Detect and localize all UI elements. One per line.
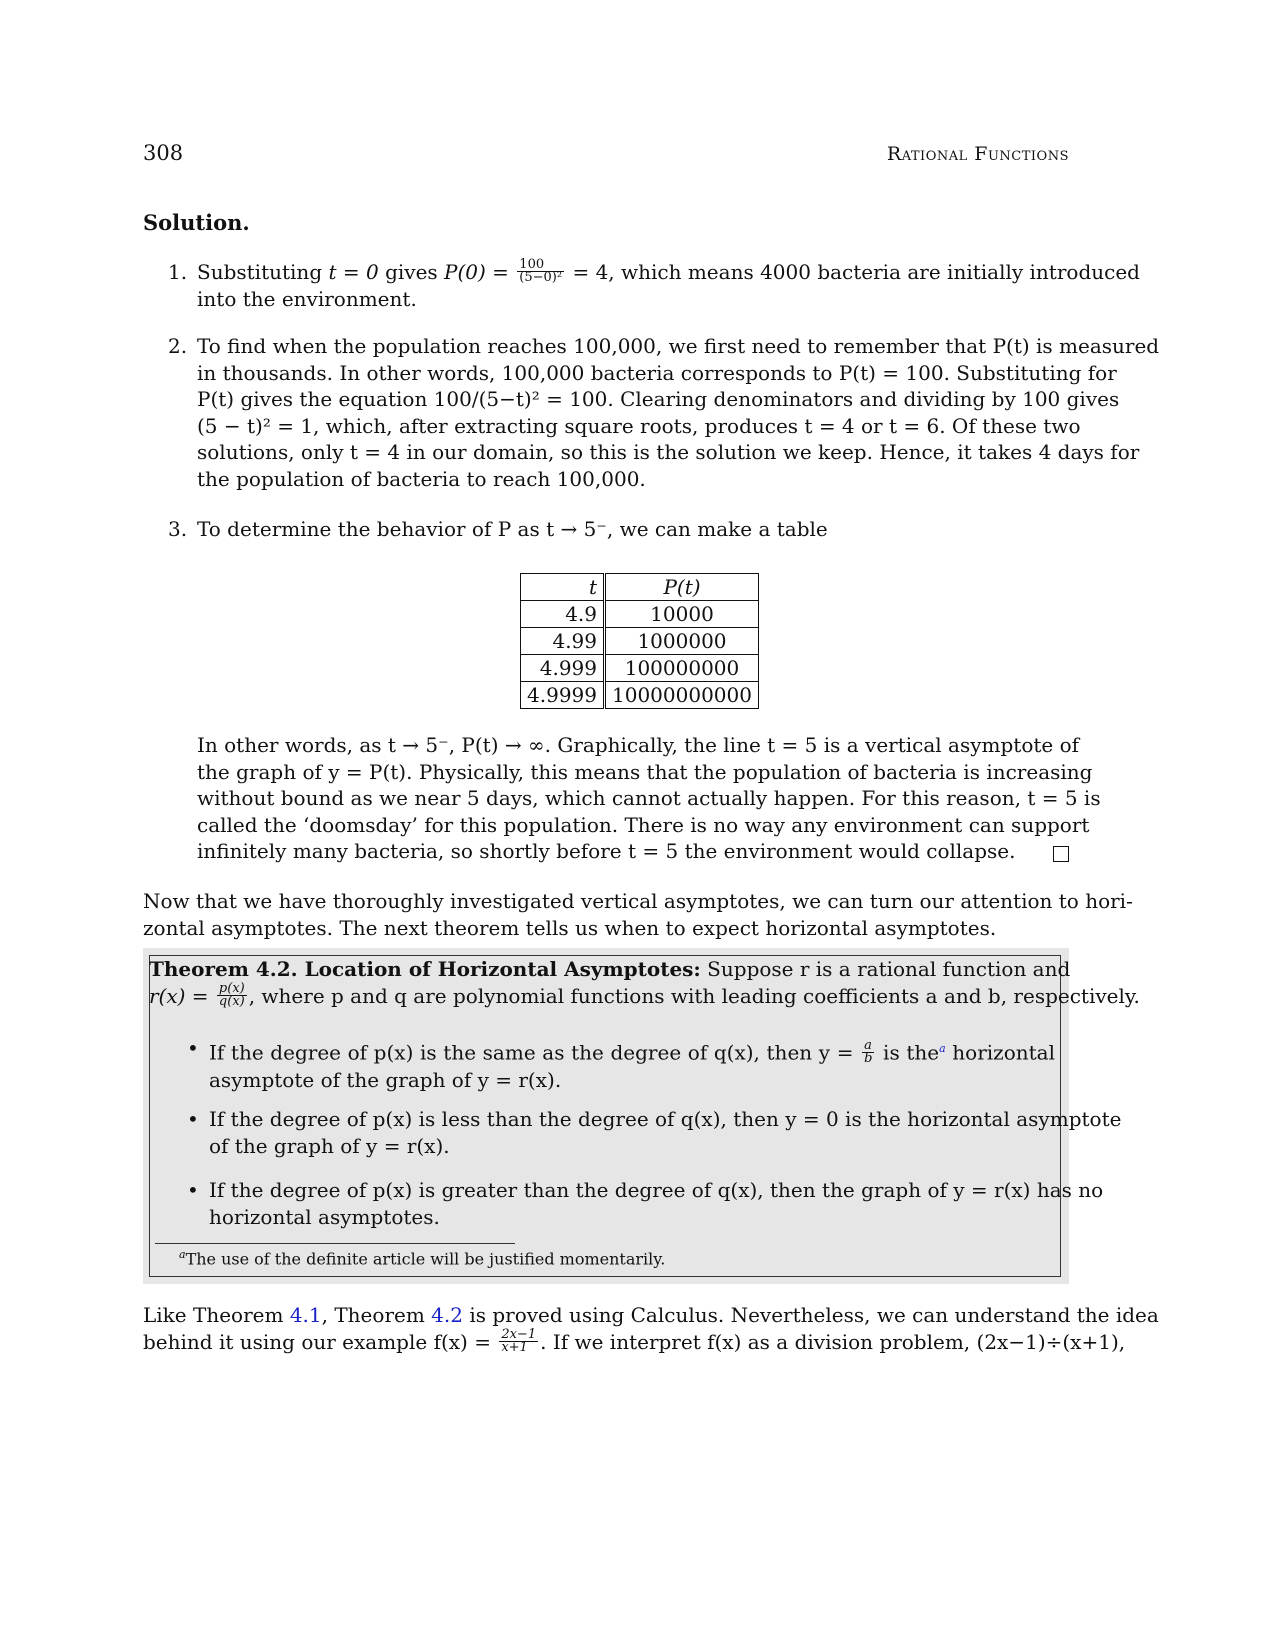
solution-item-1 [168,257,1140,313]
theorem-bullet-1 [187,1035,1055,1094]
solution-item-3 [168,516,1069,543]
table-cell: 10000000000 [605,682,759,709]
item-line: Substituting t = 0 gives P(0) = $\frac{100}{\text{(5−0)²}}$ = 4, which means 4000 bacteria are initially introduced [197,257,1140,285]
theorem-statement [149,956,1140,1010]
table-header-cell: P(t) [605,574,759,601]
item-line: (5 − t)² = 1, which, after extracting square roots, produces t = 4 or t = 6. Of these two [197,413,1081,438]
bullet-icon: • [187,1036,199,1060]
theorem-footnote [179,1248,665,1268]
table-cell: 4.9 [521,601,605,628]
transition-paragraph [143,888,1133,941]
text-line: r(x) = $\frac{p(x)}{q(x)}$ , where p and q are polynomial functions with leading coefficients a and b, respectively. [149,981,1140,1009]
qed-square-icon [1053,846,1069,862]
text-line: Theorem 4.2. Location of Horizontal Asymptotes: Suppose r is a rational function and [149,957,1071,981]
text-line: If the degree of p(x) is the same as the degree of q(x), then y = $\frac{a}{b}$ is the$^a$ horizontal [209,1037,1055,1066]
text-line: of the graph of y = r(x). [209,1134,450,1158]
item-number: 2. [168,334,188,358]
closing-paragraph [143,1302,1159,1356]
bullet-icon: • [187,1178,199,1202]
table-cell: 4.999 [521,655,605,682]
values-table [520,573,759,709]
theorem-bullet-3 [187,1177,1104,1231]
running-head: Rational Functions [886,143,1069,165]
item-line: solutions, only t = 4 in our domain, so this is the solution we keep. Hence, it takes 4 days for [197,440,1140,465]
item-number: 3. [168,517,188,541]
item-line: into the environment. [197,287,417,311]
table-header-row [521,574,759,601]
page-number: 308 [143,141,184,165]
table-cell: 4.9999 [521,682,605,709]
theorem-4-2-link[interactable]: 4.2 [431,1303,463,1327]
text-line: horizontal asymptotes. [209,1205,440,1229]
item-number: 1. [168,260,188,284]
text-line: Like Theorem 4.1, Theorem 4.2 is proved using Calculus. Nevertheless, we can understand the idea [143,1303,1159,1327]
text-line: If the degree of p(x) is less than the degree of q(x), then y = 0 is the horizontal asymptote [209,1107,1122,1131]
item-line: To find when the population reaches 100,000, we first need to remember that P(t) is measured [197,334,1160,358]
text-line: If the degree of p(x) is greater than the degree of q(x), then the graph of y = r(x) has no [209,1178,1104,1202]
item-line: the population of bacteria to reach 100,000. [197,466,646,491]
table-row [521,655,759,682]
theorem-title: Theorem 4.2. Location of Horizontal Asymptotes: [149,957,701,981]
text-line: the graph of y = P(t). Physically, this means that the population of bacteria is increasing [197,759,1093,784]
footnote-link[interactable]: a [939,1042,946,1055]
item-3-explanation [197,732,1101,865]
item-line: To determine the behavior of P as t → 5⁻, we can make a table [197,517,828,541]
text-line: zontal asymptotes. The next theorem tells us when to expect horizontal asymptotes. [143,915,997,940]
item-line: in thousands. In other words, 100,000 bacteria corresponds to P(t) = 100. Substituting for [197,360,1117,385]
theorem-4-1-link[interactable]: 4.1 [289,1303,322,1327]
text-line: called the ‘doomsday’ for this population. There is no way any environment can support [197,812,1090,837]
footnote-text: The use of the definite article will be justified momentarily. [185,1249,666,1269]
fraction: $\frac{p(x)}{q(x)}$ [218,981,245,1009]
footnote-divider [155,1243,515,1244]
solution-item-2 [168,333,1160,493]
solution-label: Solution. [143,210,250,235]
text-line: infinitely many bacteria, so shortly before t = 5 the environment would collapse. [197,839,1016,864]
item-line: P(t) gives the equation 100/(5−t)² = 100. Clearing denominators and dividing by 100 gives [197,387,1120,412]
table-cell: 100000000 [605,655,759,682]
page-header [143,141,1069,171]
text-line: behind it using our example f(x) = $\frac{2x-1}{x+1}$ . If we interpret f(x) as a division problem, (2x−1)÷(x+1), [143,1326,1126,1355]
fraction: $\frac{2x-1}{x+1}$ [501,1326,537,1355]
fraction: $\frac{a}{b}$ [864,1037,873,1066]
table-row [521,682,759,709]
footnote-mark: a [179,1248,186,1261]
theorem-bullet-2 [187,1106,1122,1160]
fraction: $\frac{100}{\text{(5−0)²}}$ [519,257,563,285]
bullet-icon: • [187,1107,199,1131]
text-line: Now that we have thoroughly investigated vertical asymptotes, we can turn our attention to hori- [143,889,1133,913]
text-line: asymptote of the graph of y = r(x). [209,1067,562,1092]
table-cell: 10000 [605,601,759,628]
table-cell: 4.99 [521,628,605,655]
text-line: In other words, as t → 5⁻, P(t) → ∞. Graphically, the line t = 5 is a vertical asymptote of [197,733,1080,757]
table-row [521,601,759,628]
table-header-cell: t [521,574,605,601]
table-row [521,628,759,655]
table-cell: 1000000 [605,628,759,655]
text-line: without bound as we near 5 days, which cannot actually happen. For this reason, t = 5 is [197,786,1101,811]
